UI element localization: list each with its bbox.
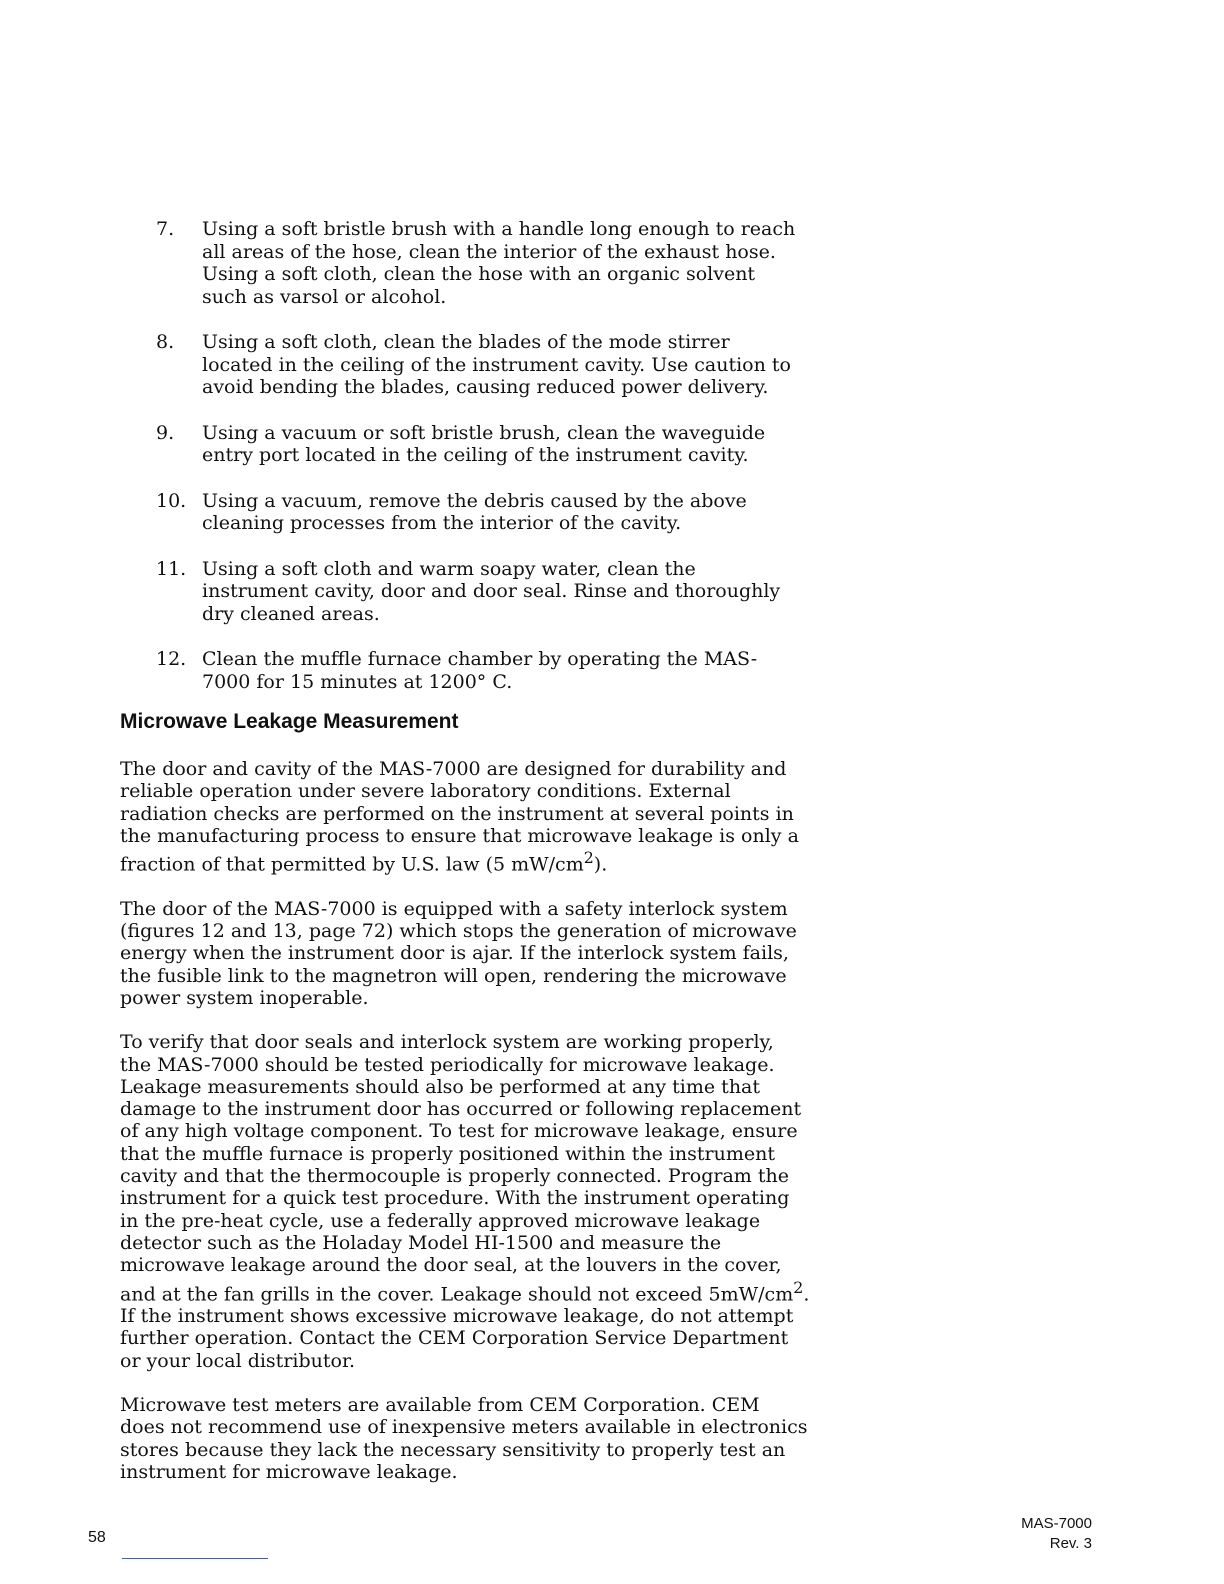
- paragraph-verify: [120, 1031, 810, 1372]
- paragraph-text-end: ).: [593, 853, 608, 876]
- step-text: Using a soft bristle brush with a handle long enough to reach all areas of the hose, clean the interior of the exhaust hose. Using a soft cloth, clean the hose with an organic solvent such as varsol or alcohol.: [202, 218, 796, 308]
- footer-rule: [122, 1558, 268, 1559]
- superscript: 2: [793, 1277, 804, 1297]
- paragraph-design: [120, 758, 810, 876]
- cleaning-steps-list: [120, 218, 800, 716]
- list-item-step-10: [120, 490, 800, 535]
- list-item-step-9: [120, 422, 800, 467]
- step-number: 10.: [156, 489, 187, 512]
- step-text: Using a vacuum or soft bristle brush, clean the waveguide entry port located in the ceiling of the instrument cavity.: [202, 421, 766, 466]
- paragraph-interlock: [120, 898, 810, 1009]
- page-number: 58: [88, 1529, 106, 1546]
- list-item-step-8: [120, 331, 800, 399]
- document-id: [1021, 1514, 1092, 1554]
- section-heading: Microwave Leakage Measurement: [120, 710, 459, 733]
- paragraph-test-meters: [120, 1394, 810, 1483]
- superscript: 2: [583, 848, 594, 868]
- paragraph-text: The door of the MAS-7000 is equipped with a safety interlock system (figures 12 and 13, page 72) which stops the generation of microwave energy when the instrument door is ajar. If the interlock system fails, the fusible link to the magnetron will open, rendering the microwave power system inoperable.: [120, 897, 797, 1009]
- step-text: Using a soft cloth and warm soapy water, clean the instrument cavity, door and door seal. Rinse and thoroughly dry cleaned areas.: [202, 557, 781, 625]
- step-text: Clean the muffle furnace chamber by operating the MAS-7000 for 15 minutes at 1200° C.: [202, 648, 758, 693]
- step-text: Using a soft cloth, clean the blades of the mode stirrer located in the ceiling of the instrument cavity. Use caution to avoid bending the blades, causing reduced power delivery.: [202, 331, 791, 398]
- step-number: 9.: [156, 421, 175, 444]
- paragraph-text-end: . If the instrument shows excessive microwave leakage, do not attempt further operation. Contact the CEM Corporation Service Department or your local distributor.: [120, 1282, 810, 1372]
- list-item-step-7: [120, 218, 800, 308]
- step-text: Using a vacuum, remove the debris caused by the above cleaning processes from the interior of the cavity.: [202, 489, 747, 534]
- paragraph-text: Microwave test meters are available from CEM Corporation. CEM does not recommend use of inexpensive meters available in electronics stores because they lack the necessary sensitivity to properly test an instrument for microwave leakage.: [120, 1394, 808, 1483]
- paragraph-text: To verify that door seals and interlock system are working properly, the MAS-7000 should be tested periodically for microwave leakage. Leakage measurements should also be performed at any time that damage to the instrument door has occurred or following replacement of any high voltage component. To test for microwave leakage, ensure that the muffle furnace is properly positioned within the instrument cavity and that the thermocouple is properly connected. Program the instrument for a quick test procedure. With the instrument operating in the pre-heat cycle, use a federally approved microwave leakage detector such as the Holaday Model HI-1500 and measure the microwave leakage around the door seal, at the louvers in the cover, and at the fan grills in the cover. Leakage should not exceed 5mW/cm: [120, 1031, 802, 1305]
- paragraph-text: The door and cavity of the MAS-7000 are designed for durability and reliable operation under severe laboratory conditions. External radiation checks are performed on the instrument at several points in the manufacturing process to ensure that microwave leakage is only a fraction of that permitted by U.S. law (5 mW/cm: [120, 758, 799, 876]
- model-name: MAS-7000: [1021, 1515, 1092, 1532]
- list-item-step-11: [120, 558, 800, 626]
- section-body: [120, 758, 810, 1505]
- list-item-step-12: [120, 648, 800, 693]
- step-number: 11.: [156, 557, 187, 580]
- step-number: 12.: [156, 648, 187, 670]
- step-number: 8.: [156, 331, 175, 353]
- revision-label: Rev. 3: [1049, 1535, 1092, 1552]
- step-number: 7.: [156, 218, 175, 240]
